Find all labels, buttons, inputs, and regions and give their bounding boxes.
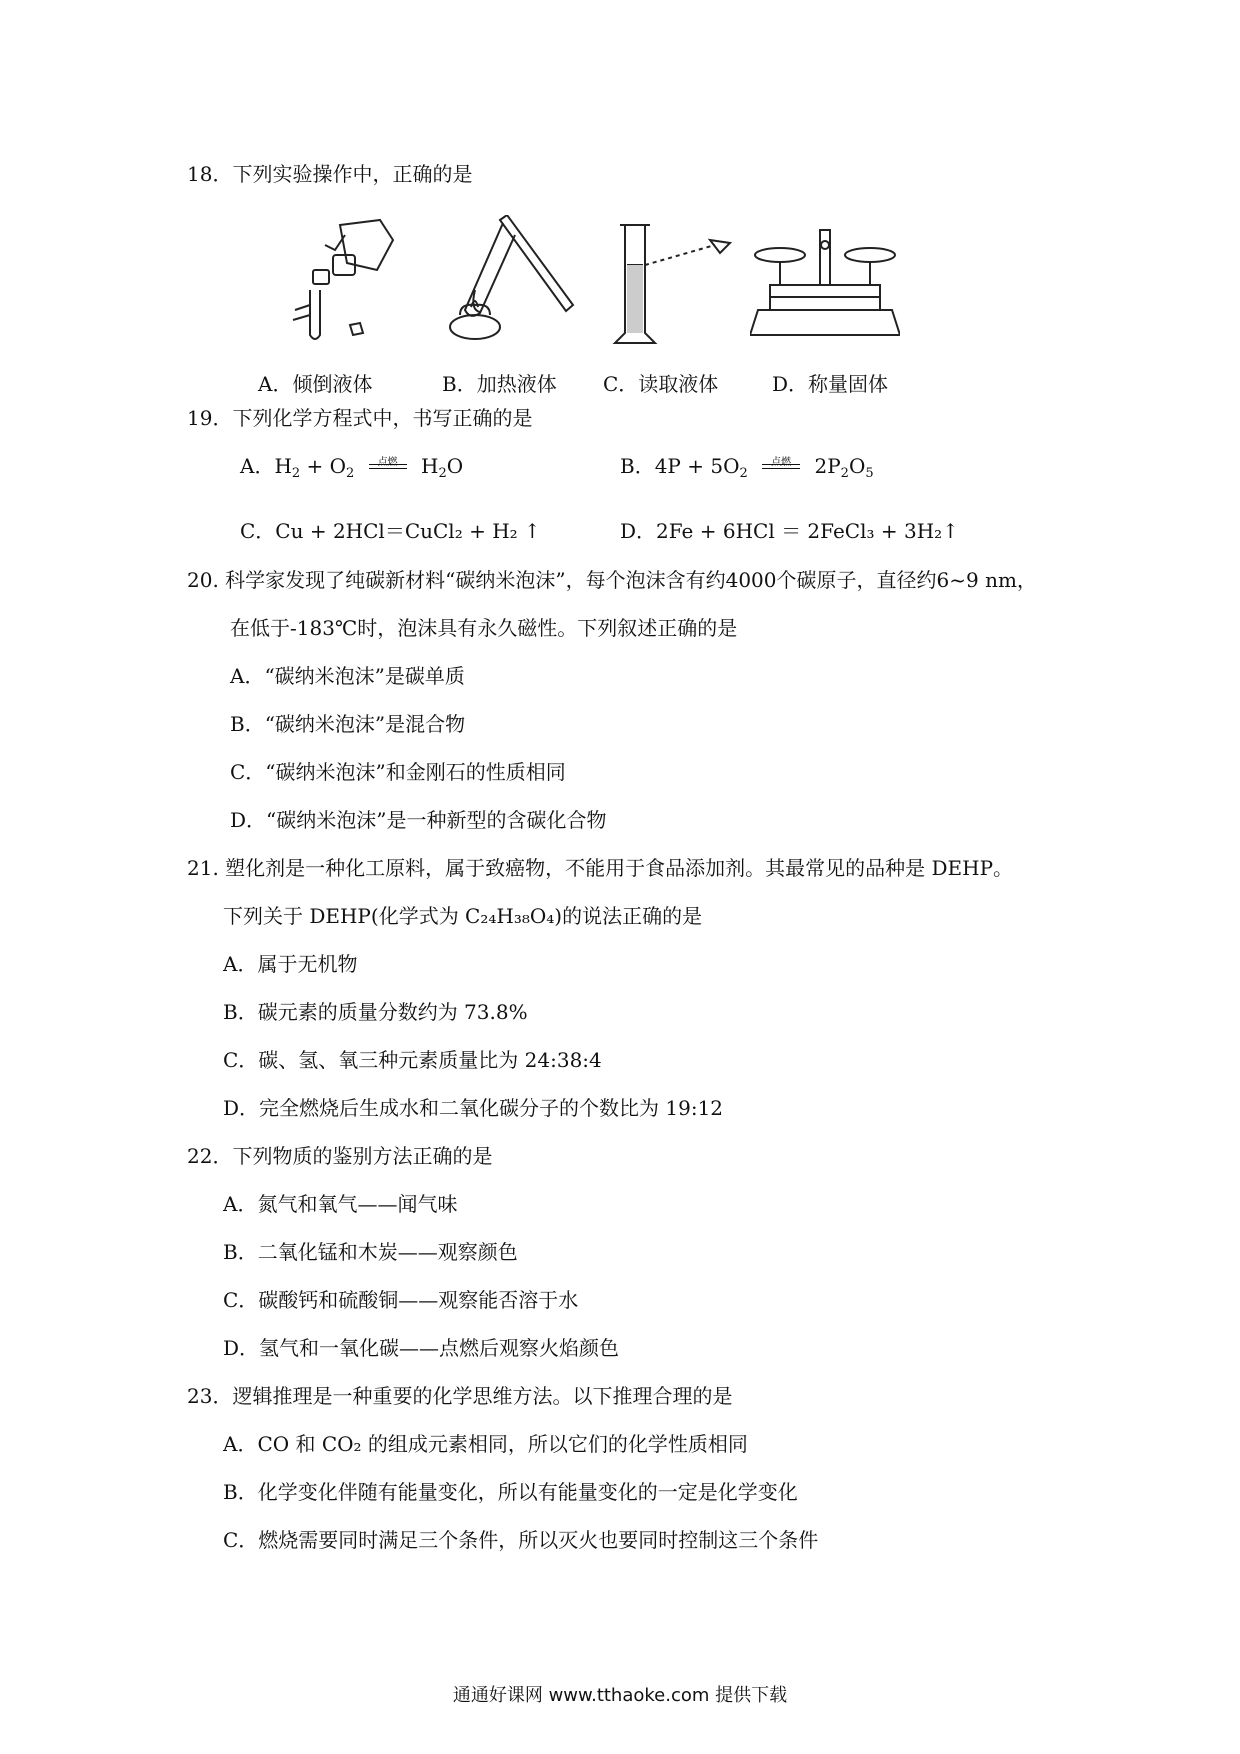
- q20-option-a: A．“碳纳米泡沫”是碳单质: [230, 664, 465, 688]
- balance-scale-icon: [750, 215, 900, 350]
- q22-option-a: A．氮气和氧气——闻气味: [223, 1192, 458, 1216]
- q19-option-a: A．$H_2 + O_2$ 点燃 $H_2O$: [240, 454, 464, 481]
- q22-option-c: C．碳酸钙和硫酸铜——观察能否溶于水: [223, 1288, 579, 1312]
- q21-option-b: B．碳元素的质量分数约为 73.8%: [223, 1000, 528, 1024]
- q23-option-a: A．CO 和 CO₂ 的组成元素相同，所以它们的化学性质相同: [223, 1432, 748, 1456]
- q22-option-d: D．氢气和一氧化碳——点燃后观察火焰颜色: [223, 1336, 620, 1360]
- q18-label-c: C．读取液体: [603, 372, 719, 396]
- q18-stem: 18．下列实验操作中，正确的是: [187, 162, 473, 186]
- pour-liquid-icon: [285, 215, 405, 345]
- q20-stem-1: 20. 科学家发现了纯碳新材料“碳纳米泡沫”，每个泡沫含有约4000个碳原子，直径约6~9 nm，: [187, 568, 1037, 592]
- q21-stem-2: 下列关于 DEHP(化学式为 C₂₄H₃₈O₄)的说法正确的是: [223, 904, 703, 928]
- q18-label-a: A．倾倒液体: [258, 372, 373, 396]
- reaction-condition: 点燃: [367, 455, 409, 475]
- q19-option-c: C．Cu + 2HCl＝CuCl₂ + H₂ ↑: [240, 519, 541, 543]
- q18-label-b: B．加热液体: [442, 372, 557, 396]
- q18-label-d: D．称量固体: [772, 372, 889, 396]
- q19-stem: 19．下列化学方程式中，书写正确的是: [187, 406, 533, 430]
- q23-stem: 23．逻辑推理是一种重要的化学思维方法。以下推理合理的是: [187, 1384, 733, 1408]
- q23-option-b: B．化学变化伴随有能量变化，所以有能量变化的一定是化学变化: [223, 1480, 798, 1504]
- q20-option-b: B．“碳纳米泡沫”是混合物: [230, 712, 466, 736]
- q21-stem-1: 21. 塑化剂是一种化工原料，属于致癌物，不能用于食品添加剂。其最常见的品种是 DEHP。: [187, 856, 1014, 880]
- q23-option-c: C．燃烧需要同时满足三个条件，所以灭火也要同时控制这三个条件: [223, 1528, 819, 1552]
- reaction-condition: 点燃: [760, 455, 802, 475]
- q21-option-a: A．属于无机物: [223, 952, 358, 976]
- q19-option-b: B．$4P + 5O_2$ 点燃 $2P_2O_5$: [620, 454, 874, 481]
- page-footer: 通通好课网 www.tthaoke.com 提供下载: [452, 1685, 788, 1706]
- q20-stem-2: 在低于-183℃时，泡沫具有永久磁性。下列叙述正确的是: [230, 616, 738, 640]
- q20-option-d: D．“碳纳米泡沫”是一种新型的含碳化合物: [230, 808, 607, 832]
- q19-option-d: D．2Fe + 6HCl ＝ 2FeCl₃ + 3H₂↑: [620, 519, 959, 543]
- q21-option-d: D．完全燃烧后生成水和二氧化碳分子的个数比为 19:12: [223, 1096, 724, 1120]
- heat-test-tube-icon: [445, 215, 595, 345]
- q20-option-c: C．“碳纳米泡沫”和金刚石的性质相同: [230, 760, 566, 784]
- q22-stem: 22．下列物质的鉴别方法正确的是: [187, 1144, 493, 1168]
- graduated-cylinder-icon: [605, 215, 745, 350]
- q21-option-c: C．碳、氢、氧三种元素质量比为 24:38:4: [223, 1048, 602, 1072]
- q22-option-b: B．二氧化锰和木炭——观察颜色: [223, 1240, 518, 1264]
